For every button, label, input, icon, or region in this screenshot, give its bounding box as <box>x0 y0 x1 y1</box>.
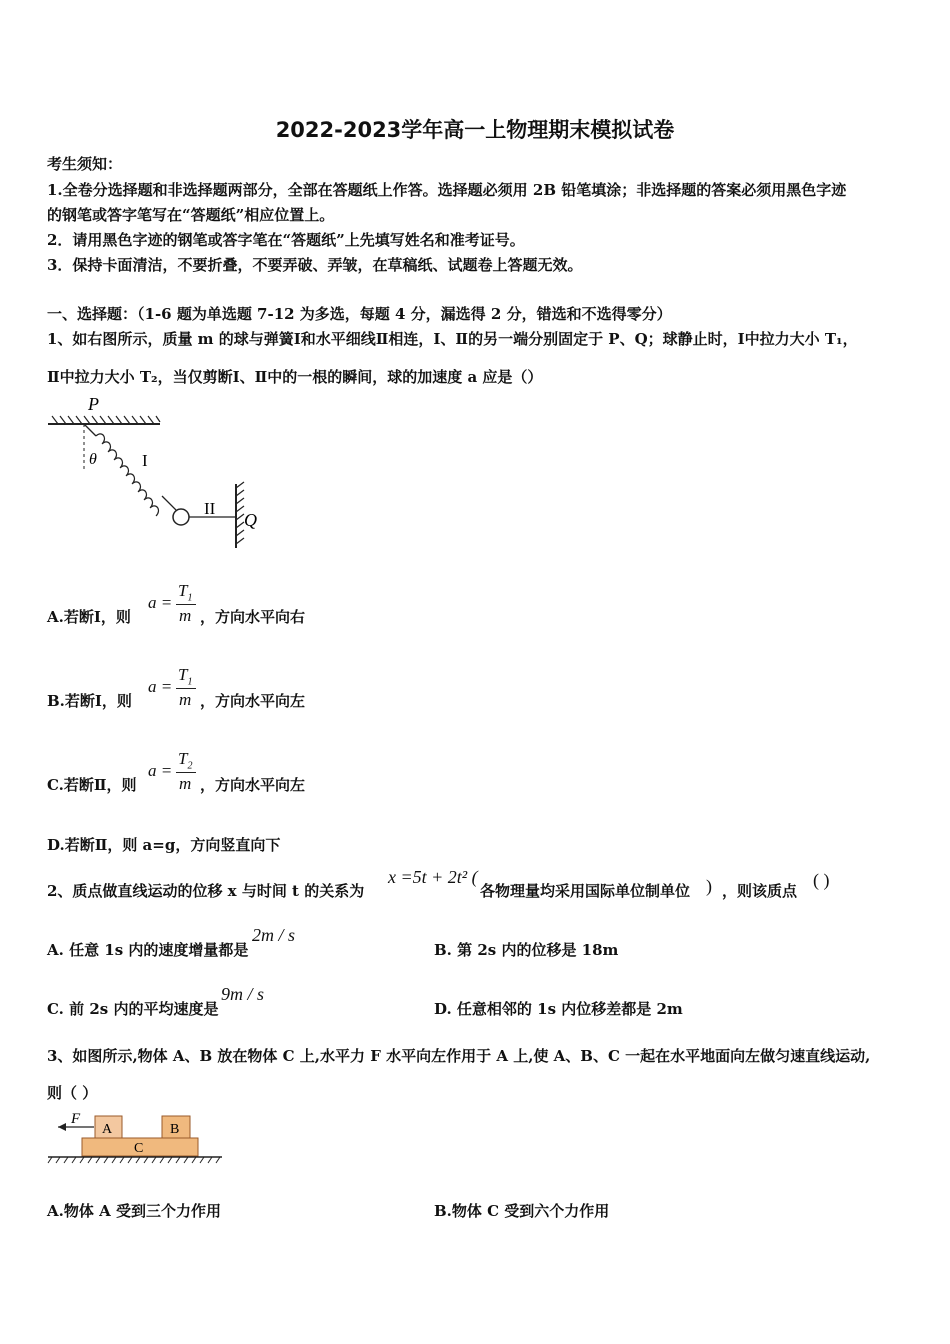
q2-stem-post: ，则该质点 <box>722 882 798 900</box>
q2-option-d[interactable]: D. 任意相邻的 1s 内位移差都是 2m <box>434 1000 683 1018</box>
q2-option-c-value: 9m / s <box>221 984 265 1004</box>
q2-stem-pre: 2、质点做直线运动的位移 x 与时间 t 的关系为 <box>47 882 365 900</box>
formula-a: a = <box>148 761 173 780</box>
blocks-figure <box>44 1108 230 1168</box>
q2-stem-mid: 各物理量均采用国际单位制单位 <box>480 882 691 900</box>
option-b-prefix: B.若断Ⅰ，则 <box>47 692 132 710</box>
formula-den: m <box>179 774 192 793</box>
label-block-c: C <box>134 1141 144 1156</box>
q3-stem-line-2: 则（ ） <box>47 1084 98 1102</box>
option-a-formula <box>148 583 200 627</box>
q2-option-c[interactable]: C. 前 2s 内的平均速度是 <box>47 1000 219 1018</box>
q1-option-c[interactable] <box>47 774 137 795</box>
q2-answer-blank: ( ) <box>813 870 830 890</box>
q3-option-a[interactable]: A.物体 A 受到三个力作用 <box>47 1202 221 1220</box>
label-theta: θ <box>89 451 97 468</box>
formula-a: a = <box>148 677 173 696</box>
label-block-b: B <box>170 1122 180 1137</box>
label-p: P <box>88 394 99 414</box>
q1-stem-line-1: 1、如右图所示，质量 m 的球与弹簧Ⅰ和水平细线Ⅱ相连，Ⅰ、Ⅱ的另一端分别固定于 P、Q；球静止时，Ⅰ中拉力大小 T₁， <box>47 330 858 348</box>
option-c-suffix: ，方向水平向左 <box>200 776 306 794</box>
formula-sub: 2 <box>187 760 193 772</box>
option-a-prefix: A.若断Ⅰ，则 <box>47 608 131 626</box>
formula-sub: 1 <box>187 592 193 604</box>
notice-line-3: 3．保持卡面清洁，不要折叠，不要弄破、弄皱，在草稿纸、试题卷上答题无效。 <box>47 256 583 274</box>
q2-option-a-value: 2m / s <box>252 925 296 945</box>
option-a-suffix: ，方向水平向右 <box>200 608 306 626</box>
formula-den: m <box>179 606 192 625</box>
ball <box>173 509 189 525</box>
label-spring-i: I <box>142 451 148 470</box>
q3-stem-line-1: 3、如图所示,物体 A、B 放在物体 C 上,水平力 F 水平向左作用于 A 上,使 A、B、C 一起在水平地面向左做匀速直线运动, <box>47 1047 871 1065</box>
formula-den: m <box>179 690 192 709</box>
notice-line-2: 2．请用黑色字迹的钢笔或答字笔在“答题纸”上先填写姓名和准考证号。 <box>47 231 525 249</box>
formula-a: a = <box>148 593 173 612</box>
notice-line-1a: 1.全卷分选择题和非选择题两部分，全部在答题纸上作答。选择题必须用 2B 铅笔填涂；非选择题的答案必须用黑色字迹 <box>47 181 847 199</box>
q2-option-b[interactable]: B. 第 2s 内的位移是 18m <box>434 941 619 959</box>
label-force-f: F <box>71 1111 81 1127</box>
spring-coil <box>96 434 158 516</box>
q1-option-d[interactable]: D.若断Ⅱ，则 a=g，方向竖直向下 <box>47 836 281 854</box>
formula-num: T <box>178 749 188 768</box>
q1-stem-line-2: Ⅱ中拉力大小 T₂，当仅剪断Ⅰ、Ⅱ中的一根的瞬间，球的加速度 a 应是（） <box>47 368 543 386</box>
formula-num: T <box>178 665 188 684</box>
notice-heading: 考生须知： <box>47 155 123 173</box>
option-b-suffix: ，方向水平向左 <box>200 692 306 710</box>
notice-line-1b: 的钢笔或答字笔写在“答题纸”相应位置上。 <box>47 206 335 224</box>
spring-ball-figure <box>44 392 274 552</box>
page-title: 2022-2023学年高一上物理期末模拟试卷 <box>275 118 675 142</box>
q3-option-b[interactable]: B.物体 C 受到六个力作用 <box>434 1202 610 1220</box>
option-b-formula <box>148 667 200 711</box>
q2-formula: x =5t + 2t² ( <box>388 867 478 887</box>
option-c-formula <box>148 751 200 795</box>
label-q: Q <box>244 510 257 530</box>
q2-option-a[interactable]: A. 任意 1s 内的速度增量都是 <box>47 941 249 959</box>
q1-option-b[interactable] <box>47 690 132 711</box>
option-c-prefix: C.若断Ⅱ，则 <box>47 776 137 794</box>
label-string-ii: II <box>204 499 216 518</box>
label-block-a: A <box>102 1122 113 1137</box>
formula-num: T <box>178 581 188 600</box>
q1-option-a[interactable] <box>47 606 131 627</box>
section-heading: 一、选择题：（1-6 题为单选题 7-12 为多选，每题 4 分，漏选得 2 分，错选和不选得零分） <box>47 305 672 323</box>
q2-close-paren: ) <box>706 876 712 896</box>
formula-sub: 1 <box>187 676 193 688</box>
